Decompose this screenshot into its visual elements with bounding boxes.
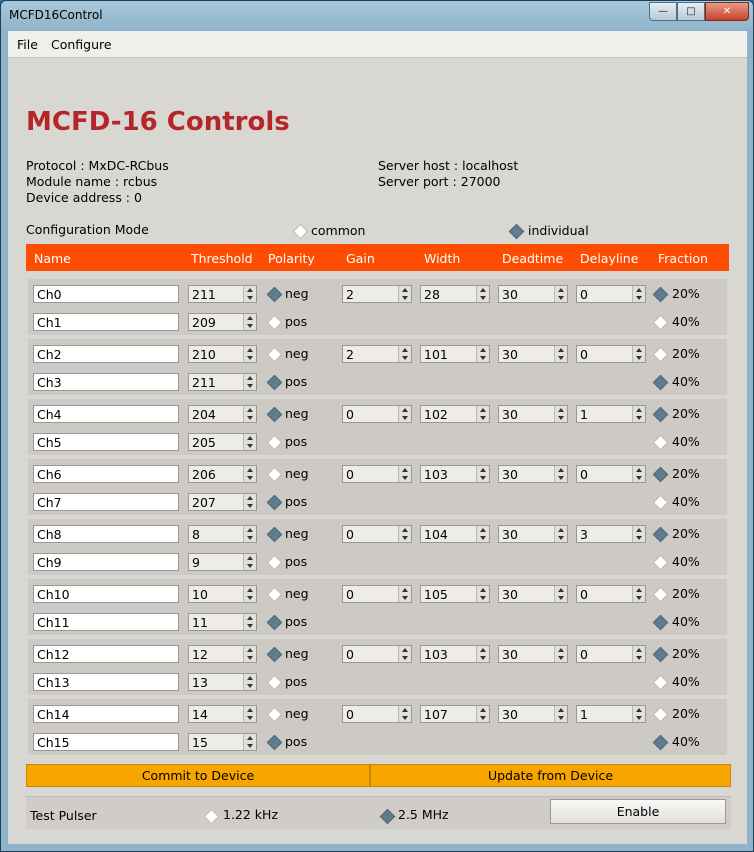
col-polarity: Polarity — [268, 251, 315, 266]
width-spinbox[interactable] — [420, 405, 490, 423]
spin-arrows-icon[interactable] — [243, 586, 256, 602]
col-fraction: Fraction — [658, 251, 708, 266]
fraction-radio[interactable] — [653, 527, 669, 543]
threshold-spinbox[interactable] — [188, 465, 257, 483]
fraction-label: 40% — [672, 494, 700, 509]
fraction-radio[interactable] — [653, 615, 669, 631]
channel-table-header — [26, 244, 729, 271]
polarity-radio[interactable] — [267, 287, 283, 303]
fraction-label: 40% — [672, 554, 700, 569]
spin-arrows-icon[interactable] — [398, 586, 411, 602]
fraction-label: 40% — [672, 674, 700, 689]
spin-arrows-icon[interactable] — [632, 706, 645, 722]
threshold-spinbox-value: 206 — [192, 467, 216, 482]
channel-name-field[interactable]: Ch1 — [33, 313, 179, 331]
gain-spinbox-value: 0 — [346, 527, 354, 542]
threshold-spinbox[interactable] — [188, 613, 257, 631]
spin-arrows-icon[interactable] — [554, 526, 567, 542]
close-button[interactable] — [705, 2, 749, 21]
polarity-radio[interactable] — [267, 495, 283, 511]
fraction-radio[interactable] — [653, 707, 669, 723]
fraction-radio[interactable] — [653, 647, 669, 663]
fraction-label: 40% — [672, 614, 700, 629]
pulser-2mhz-label: 2.5 MHz — [398, 807, 449, 822]
gain-spinbox[interactable] — [342, 345, 412, 363]
width-spinbox-value: 103 — [424, 467, 448, 482]
delayline-spinbox-value: 0 — [580, 467, 588, 482]
fraction-label: 40% — [672, 374, 700, 389]
delayline-spinbox-value: 1 — [580, 707, 588, 722]
width-spinbox-value: 101 — [424, 347, 448, 362]
fraction-label: 20% — [672, 646, 700, 661]
spin-arrows-icon[interactable] — [243, 314, 256, 330]
polarity-label: pos — [285, 614, 308, 629]
polarity-label: neg — [285, 526, 309, 541]
gain-spinbox-value: 0 — [346, 647, 354, 662]
spin-arrows-icon[interactable] — [243, 614, 256, 630]
deadtime-spinbox-value: 30 — [502, 407, 518, 422]
polarity-radio[interactable] — [267, 315, 283, 331]
spin-arrows-icon[interactable] — [476, 586, 489, 602]
deadtime-spinbox-value: 30 — [502, 467, 518, 482]
fraction-radio[interactable] — [653, 467, 669, 483]
spin-arrows-icon[interactable] — [632, 526, 645, 542]
threshold-spinbox-value: 204 — [192, 407, 216, 422]
gain-spinbox[interactable] — [342, 585, 412, 603]
spin-arrows-icon[interactable] — [632, 466, 645, 482]
polarity-label: pos — [285, 734, 308, 749]
channel-group — [28, 519, 727, 575]
channel-name-field[interactable]: Ch6 — [33, 465, 179, 483]
channel-name-field[interactable]: Ch3 — [33, 373, 179, 391]
spin-arrows-icon[interactable] — [476, 286, 489, 302]
deadtime-spinbox[interactable] — [498, 645, 568, 663]
threshold-spinbox[interactable] — [188, 373, 257, 391]
deadtime-spinbox-value: 30 — [502, 527, 518, 542]
spin-arrows-icon[interactable] — [243, 406, 256, 422]
threshold-spinbox[interactable] — [188, 585, 257, 603]
polarity-label: pos — [285, 374, 308, 389]
channel-name-field[interactable]: Ch9 — [33, 553, 179, 571]
polarity-radio[interactable] — [267, 407, 283, 423]
threshold-spinbox-value: 209 — [192, 315, 216, 330]
delayline-spinbox-value: 0 — [580, 587, 588, 602]
threshold-spinbox-value: 12 — [192, 647, 208, 662]
deadtime-spinbox[interactable] — [498, 285, 568, 303]
polarity-label: neg — [285, 286, 309, 301]
deadtime-spinbox-value: 30 — [502, 347, 518, 362]
channel-group — [28, 639, 727, 695]
polarity-label: pos — [285, 434, 308, 449]
spin-arrows-icon[interactable] — [632, 406, 645, 422]
server-port-label: Server port : 27000 — [378, 174, 501, 189]
polarity-label: neg — [285, 406, 309, 421]
threshold-spinbox-value: 14 — [192, 707, 208, 722]
spin-arrows-icon[interactable] — [243, 286, 256, 302]
gain-spinbox-value: 0 — [346, 587, 354, 602]
threshold-spinbox[interactable] — [188, 405, 257, 423]
polarity-label: pos — [285, 494, 308, 509]
spin-arrows-icon[interactable] — [398, 646, 411, 662]
fraction-radio[interactable] — [653, 287, 669, 303]
pulser-2mhz-radio[interactable] — [380, 809, 396, 825]
maximize-button[interactable] — [677, 2, 705, 21]
threshold-spinbox[interactable] — [188, 673, 257, 691]
close-icon: ✕ — [722, 6, 732, 17]
width-spinbox-value: 103 — [424, 647, 448, 662]
minimize-icon: — — [658, 6, 668, 17]
main-panel — [8, 58, 747, 844]
config-common-label: common — [311, 223, 366, 238]
channel-name-field[interactable]: Ch12 — [33, 645, 179, 663]
col-width: Width — [424, 251, 461, 266]
window-title: MCFD16Control — [9, 8, 103, 22]
gain-spinbox-value: 0 — [346, 407, 354, 422]
polarity-radio[interactable] — [267, 675, 283, 691]
width-spinbox-value: 105 — [424, 587, 448, 602]
delayline-spinbox[interactable] — [576, 645, 646, 663]
col-deadtime: Deadtime — [502, 251, 564, 266]
threshold-spinbox[interactable] — [188, 345, 257, 363]
deadtime-spinbox[interactable] — [498, 585, 568, 603]
deadtime-spinbox[interactable] — [498, 405, 568, 423]
update-button[interactable]: Update from Device — [370, 764, 731, 787]
channel-name-field[interactable]: Ch4 — [33, 405, 179, 423]
polarity-radio[interactable] — [267, 707, 283, 723]
width-spinbox[interactable] — [420, 705, 490, 723]
channel-name-field[interactable]: Ch10 — [33, 585, 179, 603]
delayline-spinbox[interactable] — [576, 525, 646, 543]
threshold-spinbox-value: 11 — [192, 615, 208, 630]
fraction-label: 40% — [672, 314, 700, 329]
col-threshold: Threshold — [191, 251, 253, 266]
test-pulser-label: Test Pulser — [30, 808, 97, 823]
width-spinbox[interactable] — [420, 345, 490, 363]
gain-spinbox[interactable] — [342, 405, 412, 423]
threshold-spinbox-value: 211 — [192, 375, 216, 390]
server-host-label: Server host : localhost — [378, 158, 519, 173]
spin-arrows-icon[interactable] — [243, 734, 256, 750]
config-individual-label: individual — [528, 223, 589, 238]
gain-spinbox[interactable] — [342, 645, 412, 663]
deadtime-spinbox-value: 30 — [502, 287, 518, 302]
spin-arrows-icon[interactable] — [476, 526, 489, 542]
channel-group — [28, 339, 727, 395]
module-name-label: Module name : rcbus — [26, 174, 158, 189]
delayline-spinbox-value: 3 — [580, 527, 588, 542]
channel-name-field[interactable]: Ch0 — [33, 285, 179, 303]
channel-name-field[interactable]: Ch8 — [33, 525, 179, 543]
spin-arrows-icon[interactable] — [398, 706, 411, 722]
width-spinbox[interactable] — [420, 585, 490, 603]
threshold-spinbox-value: 207 — [192, 495, 216, 510]
polarity-radio[interactable] — [267, 735, 283, 751]
channel-name-field[interactable]: Ch13 — [33, 673, 179, 691]
fraction-label: 40% — [672, 734, 700, 749]
threshold-spinbox[interactable] — [188, 553, 257, 571]
fraction-radio[interactable] — [653, 555, 669, 571]
commit-button[interactable]: Commit to Device — [26, 764, 370, 787]
fraction-label: 20% — [672, 406, 700, 421]
channel-name-field[interactable]: Ch7 — [33, 493, 179, 511]
spin-arrows-icon[interactable] — [476, 706, 489, 722]
config-mode-label: Configuration Mode — [26, 222, 149, 237]
spin-arrows-icon[interactable] — [243, 674, 256, 690]
fraction-radio[interactable] — [653, 347, 669, 363]
spin-arrows-icon[interactable] — [554, 646, 567, 662]
deadtime-spinbox-value: 30 — [502, 587, 518, 602]
spin-arrows-icon[interactable] — [243, 646, 256, 662]
deadtime-spinbox-value: 30 — [502, 707, 518, 722]
deadtime-spinbox[interactable] — [498, 465, 568, 483]
channel-name-field[interactable]: Ch15 — [33, 733, 179, 751]
fraction-label: 20% — [672, 706, 700, 721]
threshold-spinbox-value: 210 — [192, 347, 216, 362]
threshold-spinbox-value: 9 — [192, 555, 200, 570]
polarity-radio[interactable] — [267, 647, 283, 663]
gain-spinbox-value: 2 — [346, 287, 354, 302]
pulser-1khz-label: 1.22 kHz — [223, 807, 279, 822]
spin-arrows-icon[interactable] — [243, 706, 256, 722]
polarity-radio[interactable] — [267, 587, 283, 603]
channel-name-field[interactable]: Ch2 — [33, 345, 179, 363]
spin-arrows-icon[interactable] — [476, 646, 489, 662]
fraction-radio[interactable] — [653, 315, 669, 331]
spin-arrows-icon[interactable] — [243, 466, 256, 482]
polarity-label: neg — [285, 346, 309, 361]
server-info — [378, 158, 518, 190]
fraction-radio[interactable] — [653, 407, 669, 423]
delayline-spinbox[interactable] — [576, 285, 646, 303]
fraction-radio[interactable] — [653, 495, 669, 511]
deadtime-spinbox[interactable] — [498, 705, 568, 723]
deadtime-spinbox[interactable] — [498, 525, 568, 543]
spin-arrows-icon[interactable] — [243, 526, 256, 542]
client-area — [8, 31, 747, 844]
threshold-spinbox-value: 211 — [192, 287, 216, 302]
gain-spinbox-value: 0 — [346, 467, 354, 482]
delayline-spinbox[interactable] — [576, 465, 646, 483]
gain-spinbox[interactable] — [342, 705, 412, 723]
width-spinbox[interactable] — [420, 465, 490, 483]
spin-arrows-icon[interactable] — [243, 346, 256, 362]
fraction-label: 20% — [672, 526, 700, 541]
protocol-label: Protocol : MxDC-RCbus — [26, 158, 169, 173]
menu-file[interactable]: File — [17, 37, 38, 52]
device-address-label: Device address : 0 — [26, 190, 142, 205]
enable-pulser-button[interactable]: Enable — [550, 799, 726, 824]
threshold-spinbox[interactable] — [188, 705, 257, 723]
delayline-spinbox-value: 1 — [580, 407, 588, 422]
threshold-spinbox[interactable] — [188, 313, 257, 331]
polarity-label: neg — [285, 706, 309, 721]
gain-spinbox-value: 2 — [346, 347, 354, 362]
spin-arrows-icon[interactable] — [398, 346, 411, 362]
page-title: MCFD-16 Controls — [26, 107, 290, 137]
delayline-spinbox-value: 0 — [580, 347, 588, 362]
maximize-icon: □ — [686, 6, 696, 17]
delayline-spinbox[interactable] — [576, 405, 646, 423]
channel-group — [28, 699, 727, 755]
gain-spinbox-value: 0 — [346, 707, 354, 722]
spin-arrows-icon[interactable] — [243, 494, 256, 510]
minimize-button[interactable] — [649, 2, 677, 21]
gain-spinbox[interactable] — [342, 285, 412, 303]
spin-arrows-icon[interactable] — [476, 466, 489, 482]
spin-arrows-icon[interactable] — [554, 346, 567, 362]
gain-spinbox[interactable] — [342, 525, 412, 543]
polarity-label: pos — [285, 674, 308, 689]
polarity-radio[interactable] — [267, 555, 283, 571]
threshold-spinbox[interactable] — [188, 285, 257, 303]
spin-arrows-icon[interactable] — [243, 434, 256, 450]
spin-arrows-icon[interactable] — [632, 646, 645, 662]
width-spinbox-value: 107 — [424, 707, 448, 722]
device-info — [26, 158, 169, 206]
delayline-spinbox-value: 0 — [580, 647, 588, 662]
channel-name-field[interactable]: Ch14 — [33, 705, 179, 723]
polarity-radio[interactable] — [267, 527, 283, 543]
fraction-radio[interactable] — [653, 435, 669, 451]
spin-arrows-icon[interactable] — [398, 286, 411, 302]
channel-group — [28, 279, 727, 335]
channel-group — [28, 579, 727, 635]
menu-bar — [8, 31, 747, 58]
fraction-radio[interactable] — [653, 587, 669, 603]
fraction-label: 20% — [672, 466, 700, 481]
polarity-radio[interactable] — [267, 375, 283, 391]
threshold-spinbox[interactable] — [188, 645, 257, 663]
delayline-spinbox-value: 0 — [580, 287, 588, 302]
spin-arrows-icon[interactable] — [554, 586, 567, 602]
spin-arrows-icon[interactable] — [398, 526, 411, 542]
threshold-spinbox[interactable] — [188, 733, 257, 751]
width-spinbox[interactable] — [420, 525, 490, 543]
fraction-label: 20% — [672, 586, 700, 601]
test-pulser-panel — [26, 796, 731, 829]
col-name: Name — [34, 251, 71, 266]
fraction-radio[interactable] — [653, 735, 669, 751]
col-gain: Gain — [346, 251, 375, 266]
channel-name-field[interactable]: Ch11 — [33, 613, 179, 631]
config-common-radio[interactable] — [293, 224, 309, 240]
channel-group — [28, 399, 727, 455]
spin-arrows-icon[interactable] — [476, 406, 489, 422]
polarity-label: pos — [285, 554, 308, 569]
threshold-spinbox[interactable] — [188, 433, 257, 451]
spin-arrows-icon[interactable] — [554, 466, 567, 482]
delayline-spinbox[interactable] — [576, 345, 646, 363]
spin-arrows-icon[interactable] — [398, 466, 411, 482]
spin-arrows-icon[interactable] — [398, 406, 411, 422]
polarity-label: neg — [285, 466, 309, 481]
polarity-label: neg — [285, 586, 309, 601]
fraction-label: 20% — [672, 346, 700, 361]
threshold-spinbox-value: 15 — [192, 735, 208, 750]
delayline-spinbox[interactable] — [576, 585, 646, 603]
threshold-spinbox[interactable] — [188, 493, 257, 511]
polarity-radio[interactable] — [267, 347, 283, 363]
polarity-radio[interactable] — [267, 615, 283, 631]
delayline-spinbox[interactable] — [576, 705, 646, 723]
spin-arrows-icon[interactable] — [554, 286, 567, 302]
width-spinbox[interactable] — [420, 285, 490, 303]
config-individual-radio[interactable] — [509, 224, 525, 240]
polarity-label: pos — [285, 314, 308, 329]
fraction-radio[interactable] — [653, 375, 669, 391]
spin-arrows-icon[interactable] — [554, 706, 567, 722]
threshold-spinbox-value: 10 — [192, 587, 208, 602]
title-bar — [1, 1, 754, 31]
spin-arrows-icon[interactable] — [632, 286, 645, 302]
width-spinbox-value: 28 — [424, 287, 440, 302]
threshold-spinbox-value: 8 — [192, 527, 200, 542]
channel-group — [28, 459, 727, 515]
threshold-spinbox-value: 13 — [192, 675, 208, 690]
deadtime-spinbox[interactable] — [498, 345, 568, 363]
polarity-radio[interactable] — [267, 435, 283, 451]
spin-arrows-icon[interactable] — [632, 586, 645, 602]
threshold-spinbox[interactable] — [188, 525, 257, 543]
fraction-label: 20% — [672, 286, 700, 301]
col-delayline: Delayline — [580, 251, 639, 266]
width-spinbox[interactable] — [420, 645, 490, 663]
channel-name-field[interactable]: Ch5 — [33, 433, 179, 451]
polarity-label: neg — [285, 646, 309, 661]
spin-arrows-icon[interactable] — [243, 374, 256, 390]
menu-configure[interactable]: Configure — [51, 37, 112, 52]
width-spinbox-value: 102 — [424, 407, 448, 422]
pulser-1khz-radio[interactable] — [204, 809, 220, 825]
gain-spinbox[interactable] — [342, 465, 412, 483]
spin-arrows-icon[interactable] — [476, 346, 489, 362]
fraction-label: 40% — [672, 434, 700, 449]
polarity-radio[interactable] — [267, 467, 283, 483]
spin-arrows-icon[interactable] — [632, 346, 645, 362]
fraction-radio[interactable] — [653, 675, 669, 691]
spin-arrows-icon[interactable] — [554, 406, 567, 422]
deadtime-spinbox-value: 30 — [502, 647, 518, 662]
spin-arrows-icon[interactable] — [243, 554, 256, 570]
width-spinbox-value: 104 — [424, 527, 448, 542]
threshold-spinbox-value: 205 — [192, 435, 216, 450]
